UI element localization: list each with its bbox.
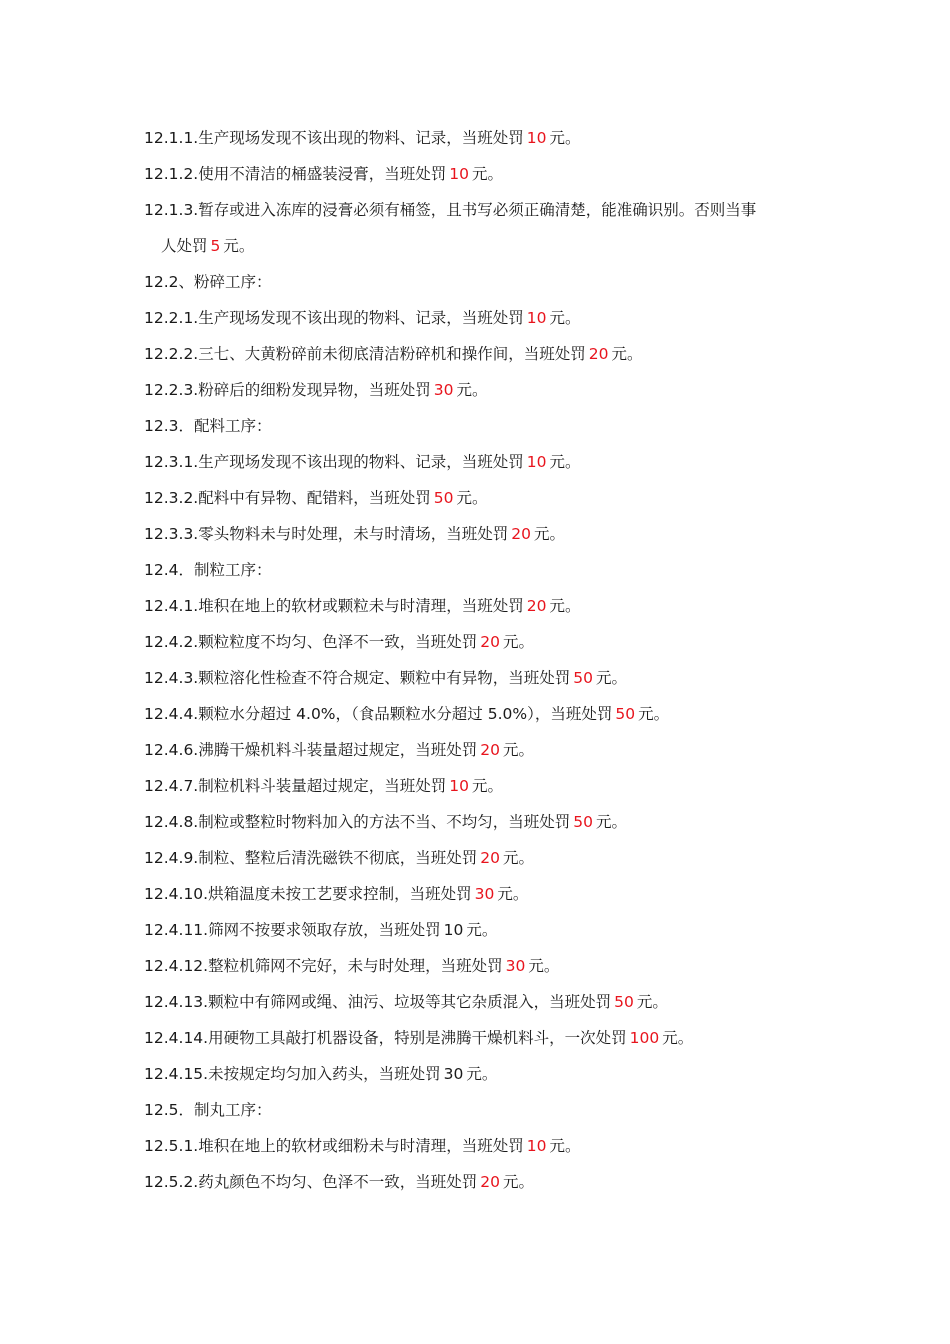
penalty-amount: 20 bbox=[480, 849, 500, 867]
penalty-line bbox=[144, 804, 824, 840]
penalty-line bbox=[144, 840, 824, 876]
penalty-line bbox=[144, 948, 824, 984]
penalty-amount: 10 bbox=[449, 777, 469, 795]
line-text: 12.4.10.烘箱温度未按工艺要求控制，当班处罚 bbox=[144, 885, 472, 903]
penalty-amount: 30 bbox=[474, 885, 495, 903]
penalty-amount: 30 bbox=[505, 957, 526, 975]
penalty-amount: 20 bbox=[480, 741, 500, 759]
line-text: 人处罚 bbox=[161, 237, 208, 255]
line-suffix: 元。 bbox=[638, 705, 670, 723]
penalty-amount: 50 bbox=[433, 489, 454, 507]
penalty-amount: 50 bbox=[615, 705, 636, 723]
line-text: 12.3.1.生产现场发现不该出现的物料、记录，当班处罚 bbox=[144, 453, 524, 471]
document-body bbox=[144, 120, 824, 1200]
penalty-line bbox=[144, 1164, 824, 1200]
penalty-amount: 10 bbox=[526, 309, 547, 327]
line-text: 12.4.2.颗粒粒度不均匀、色泽不一致，当班处罚 bbox=[144, 633, 478, 651]
line-suffix: 元。 bbox=[466, 921, 498, 939]
line-suffix: 元。 bbox=[502, 741, 534, 759]
line-suffix: 元。 bbox=[502, 1173, 534, 1191]
line-suffix: 元。 bbox=[611, 345, 643, 363]
section-heading bbox=[144, 1092, 824, 1128]
penalty-amount: 50 bbox=[614, 993, 634, 1011]
line-suffix: 元。 bbox=[456, 381, 488, 399]
penalty-line bbox=[144, 444, 824, 480]
line-suffix: 元。 bbox=[533, 525, 565, 543]
penalty-amount: 30 bbox=[443, 1065, 464, 1083]
penalty-line bbox=[144, 624, 824, 660]
penalty-amount: 20 bbox=[526, 597, 547, 615]
section-heading bbox=[144, 192, 824, 228]
line-suffix: 元。 bbox=[549, 597, 581, 615]
penalty-line bbox=[144, 660, 824, 696]
line-text: 12.5.1.堆积在地上的软材或细粉未与时清理，当班处罚 bbox=[144, 1137, 524, 1155]
line-suffix: 元。 bbox=[502, 633, 534, 651]
penalty-line bbox=[144, 732, 824, 768]
penalty-line bbox=[144, 1128, 824, 1164]
penalty-amount: 10 bbox=[443, 921, 464, 939]
penalty-amount: 10 bbox=[526, 453, 547, 471]
penalty-line bbox=[144, 372, 824, 408]
line-suffix: 元。 bbox=[456, 489, 488, 507]
line-suffix: 元。 bbox=[636, 993, 668, 1011]
penalty-line bbox=[144, 876, 824, 912]
penalty-line bbox=[144, 984, 824, 1020]
line-text: 12.2.2.三七、大黄粉碎前未彻底清洁粉碎机和操作间，当班处罚 bbox=[144, 345, 586, 363]
line-suffix: 元。 bbox=[502, 849, 534, 867]
penalty-line bbox=[144, 516, 824, 552]
line-text: 12.1.3.暂存或进入冻库的浸膏必须有桶签，且书写必须正确清楚，能准确识别。否则当事 bbox=[144, 201, 757, 219]
line-text: 12.4.7.制粒机料斗装量超过规定，当班处罚 bbox=[144, 777, 447, 795]
penalty-line bbox=[144, 768, 824, 804]
penalty-line bbox=[144, 228, 824, 264]
line-text: 12.4.9.制粒、整粒后清洗磁铁不彻底，当班处罚 bbox=[144, 849, 478, 867]
penalty-amount: 10 bbox=[449, 165, 469, 183]
line-text: 12.4.11.筛网不按要求领取存放，当班处罚 bbox=[144, 921, 441, 939]
penalty-amount: 20 bbox=[588, 345, 609, 363]
line-suffix: 元。 bbox=[549, 309, 581, 327]
line-suffix: 元。 bbox=[471, 777, 503, 795]
penalty-amount: 10 bbox=[526, 129, 547, 147]
section-heading bbox=[144, 264, 824, 300]
line-suffix: 元。 bbox=[471, 165, 503, 183]
line-suffix: 元。 bbox=[528, 957, 560, 975]
line-text: 12.4.15.未按规定均匀加入药头，当班处罚 bbox=[144, 1065, 441, 1083]
line-suffix: 元。 bbox=[595, 669, 627, 687]
line-text: 12.3.2.配料中有异物、配错料，当班处罚 bbox=[144, 489, 431, 507]
line-text: 12.4.8.制粒或整粒时物料加入的方法不当、不均匀，当班处罚 bbox=[144, 813, 571, 831]
line-suffix: 元。 bbox=[466, 1065, 498, 1083]
penalty-line bbox=[144, 480, 824, 516]
line-text: 12.3.3.零头物料未与时处理，未与时清场，当班处罚 bbox=[144, 525, 509, 543]
line-suffix: 元。 bbox=[662, 1029, 694, 1047]
line-text: 12.4.1.堆积在地上的软材或颗粒未与时清理，当班处罚 bbox=[144, 597, 524, 615]
penalty-amount: 50 bbox=[573, 813, 593, 831]
line-text: 12.4.6.沸腾干燥机料斗装量超过规定，当班处罚 bbox=[144, 741, 478, 759]
line-suffix: 元。 bbox=[549, 1137, 581, 1155]
penalty-amount: 30 bbox=[433, 381, 454, 399]
line-text: 12.1.1.生产现场发现不该出现的物料、记录，当班处罚 bbox=[144, 129, 524, 147]
line-text: 12.2.3.粉碎后的细粉发现异物，当班处罚 bbox=[144, 381, 431, 399]
line-text: 12.4．制粒工序： bbox=[144, 561, 272, 579]
line-suffix: 元。 bbox=[595, 813, 627, 831]
line-text: 12.3．配料工序： bbox=[144, 417, 272, 435]
line-text: 12.2.1.生产现场发现不该出现的物料、记录，当班处罚 bbox=[144, 309, 524, 327]
penalty-line bbox=[144, 120, 824, 156]
penalty-line bbox=[144, 696, 824, 732]
line-suffix: 元。 bbox=[497, 885, 529, 903]
line-suffix: 元。 bbox=[549, 453, 581, 471]
penalty-amount: 100 bbox=[629, 1029, 660, 1047]
line-text: 12.4.12.整粒机筛网不完好，未与时处理，当班处罚 bbox=[144, 957, 503, 975]
line-suffix: 元。 bbox=[549, 129, 581, 147]
penalty-amount: 50 bbox=[573, 669, 593, 687]
line-text: 12.1.2.使用不清洁的桶盛装浸膏，当班处罚 bbox=[144, 165, 447, 183]
penalty-amount: 5 bbox=[210, 237, 221, 255]
line-suffix: 元。 bbox=[223, 237, 255, 255]
line-text: 12.2、粉碎工序： bbox=[144, 273, 272, 291]
penalty-line bbox=[144, 588, 824, 624]
penalty-line bbox=[144, 912, 824, 948]
penalty-line bbox=[144, 1056, 824, 1092]
line-text: 12.4.4.颗粒水分超过 4.0%，（食品颗粒水分超过 5.0%），当班处罚 bbox=[144, 705, 613, 723]
line-text: 12.4.14.用硬物工具敲打机器设备，特别是沸腾干燥机料斗，一次处罚 bbox=[144, 1029, 627, 1047]
penalty-line bbox=[144, 300, 824, 336]
section-heading bbox=[144, 552, 824, 588]
penalty-amount: 20 bbox=[511, 525, 531, 543]
line-text: 12.5.2.药丸颜色不均匀、色泽不一致，当班处罚 bbox=[144, 1173, 478, 1191]
line-text: 12.4.3.颗粒溶化性检查不符合规定、颗粒中有异物，当班处罚 bbox=[144, 669, 571, 687]
penalty-line bbox=[144, 156, 824, 192]
line-text: 12.4.13.颗粒中有筛网或绳、油污、垃圾等其它杂质混入，当班处罚 bbox=[144, 993, 612, 1011]
line-text: 12.5．制丸工序： bbox=[144, 1101, 272, 1119]
penalty-line bbox=[144, 1020, 824, 1056]
section-heading bbox=[144, 408, 824, 444]
penalty-amount: 20 bbox=[480, 1173, 500, 1191]
penalty-line bbox=[144, 336, 824, 372]
penalty-amount: 20 bbox=[480, 633, 500, 651]
penalty-amount: 10 bbox=[526, 1137, 547, 1155]
